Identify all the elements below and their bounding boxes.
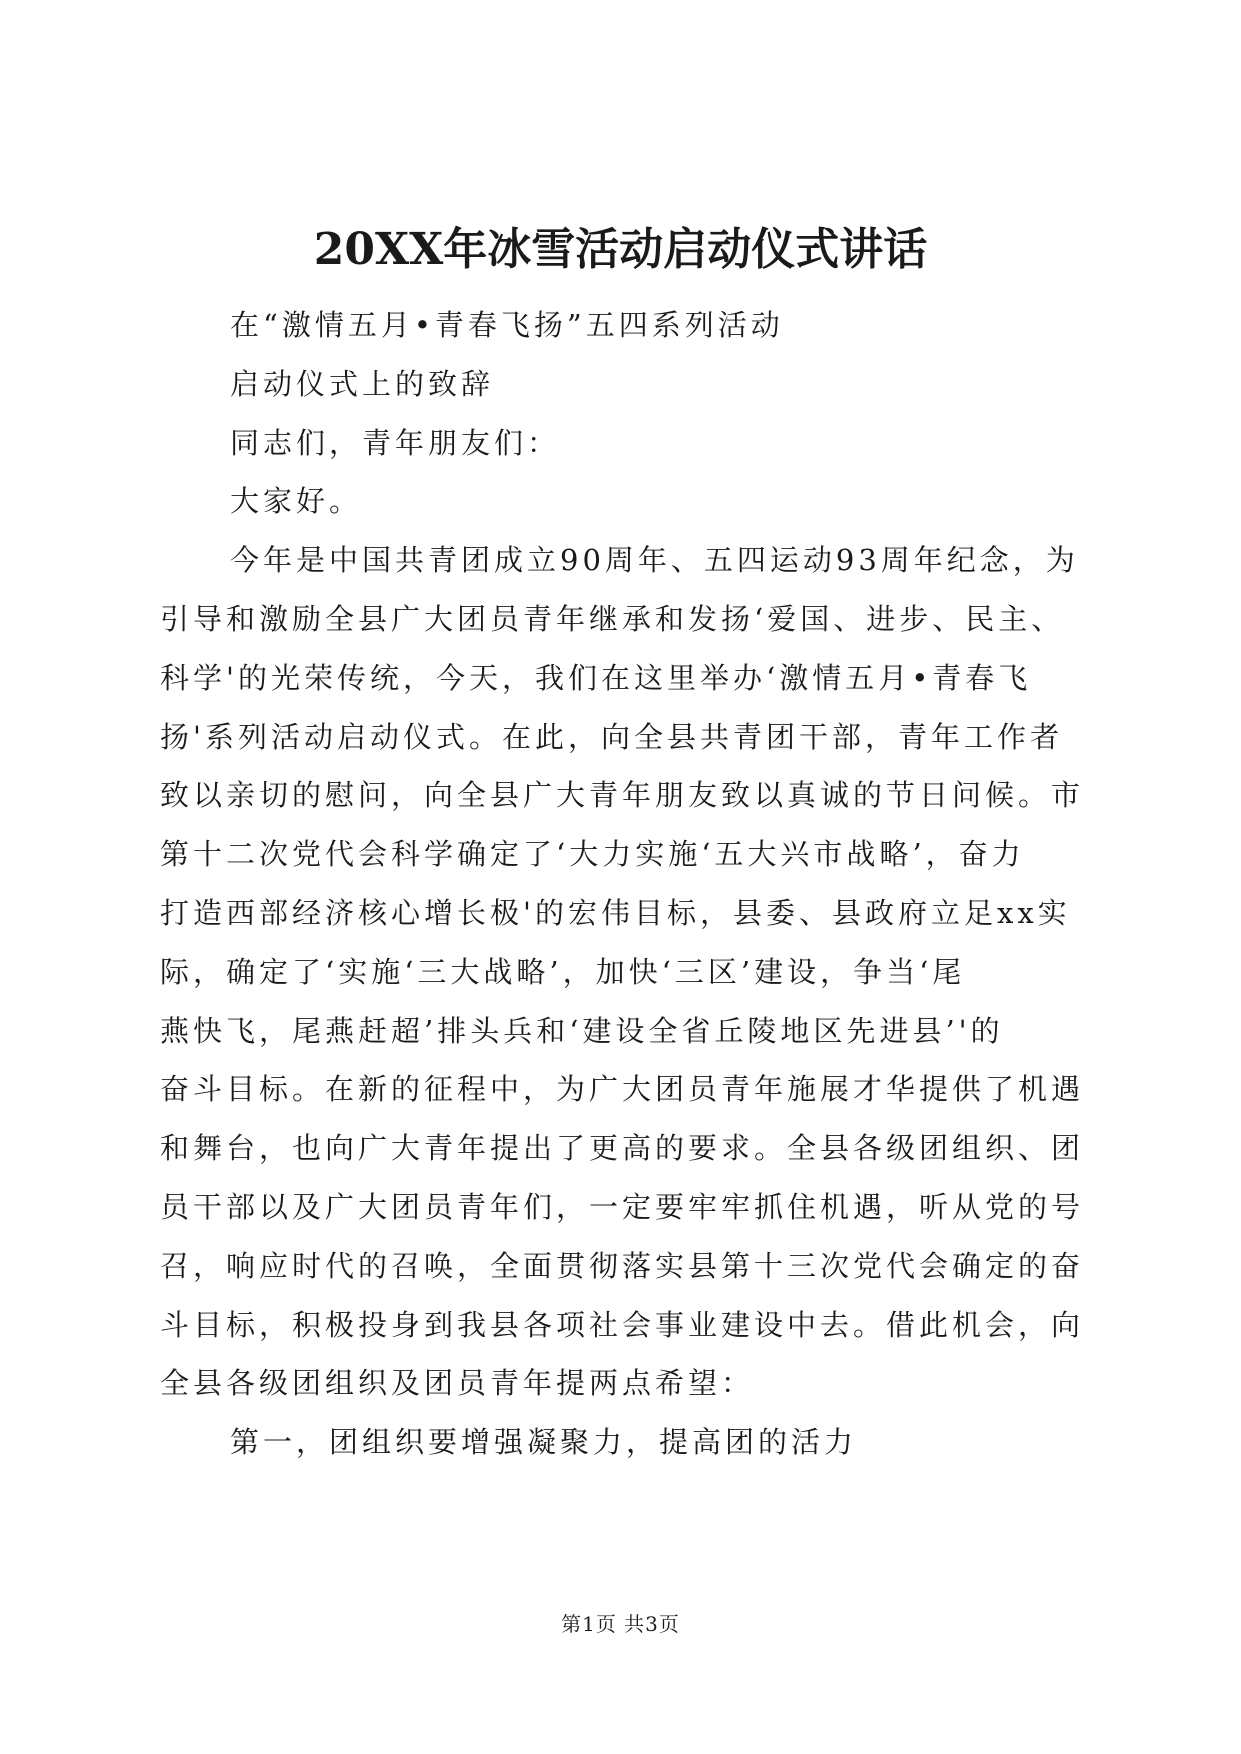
paragraph-line: 打造西部经济核心增长极'的宏伟目标，县委、县政府立足xx实 (160, 895, 1071, 930)
paragraph-line: 奋斗目标。在新的征程中，为广大团员青年施展才华提供了机遇 (160, 1072, 1085, 1107)
paragraph-line: 员干部以及广大团员青年们，一定要牢牢抓住机遇，听从党的号 (160, 1189, 1085, 1224)
page-footer: 第1页 共3页 (561, 1612, 680, 1636)
document-body (160, 296, 1090, 1472)
greeting-line: 大家好。 (230, 484, 363, 519)
paragraph-line: 全县各级团组织及团员青年提两点希望： (160, 1366, 755, 1401)
section-heading-line: 第一，团组织要增强凝聚力，提高团的活力 (230, 1425, 858, 1460)
paragraph-line: 际，确定了‘实施‘三大战略’，加快‘三区’建设，争当‘尾 (160, 954, 966, 989)
paragraph-line: 引导和激励全县广大团员青年继承和发扬‘爱国、进步、民主、 (160, 601, 1065, 636)
body-line: 在“激情五月•青春飞扬”五四系列活动 (230, 308, 784, 342)
paragraph-line: 今年是中国共青团成立90周年、五四运动93周年纪念，为 (230, 543, 1079, 578)
salutation-line: 同志们，青年朋友们： (230, 425, 561, 460)
paragraph-line: 斗目标，积极投身到我县各项社会事业建设中去。借此机会，向 (160, 1307, 1085, 1342)
paragraph-line: 第十二次党代会科学确定了‘大力实施‘五大兴市战略’，奋力 (160, 837, 1025, 872)
body-line: 启动仪式上的致辞 (230, 366, 495, 401)
document-title: 20XX年冰雪活动启动仪式讲话 (313, 224, 928, 275)
paragraph-line: 科学'的光荣传统，今天，我们在这里举办‘激情五月•青春飞 (160, 660, 1032, 695)
paragraph-line: 燕快飞，尾燕赶超’排头兵和‘建设全省丘陵地区先进县’'的 (160, 1013, 1004, 1048)
paragraph-line: 和舞台，也向广大青年提出了更高的要求。全县各级团组织、团 (160, 1131, 1085, 1166)
paragraph-line: 扬'系列活动启动仪式。在此，向全县共青团干部，青年工作者 (160, 719, 1063, 754)
paragraph-line: 召，响应时代的召唤，全面贯彻落实县第十三次党代会确定的奋 (160, 1248, 1085, 1283)
paragraph-line: 致以亲切的慰问，向全县广大青年朋友致以真诚的节日问候。市 (160, 778, 1085, 813)
